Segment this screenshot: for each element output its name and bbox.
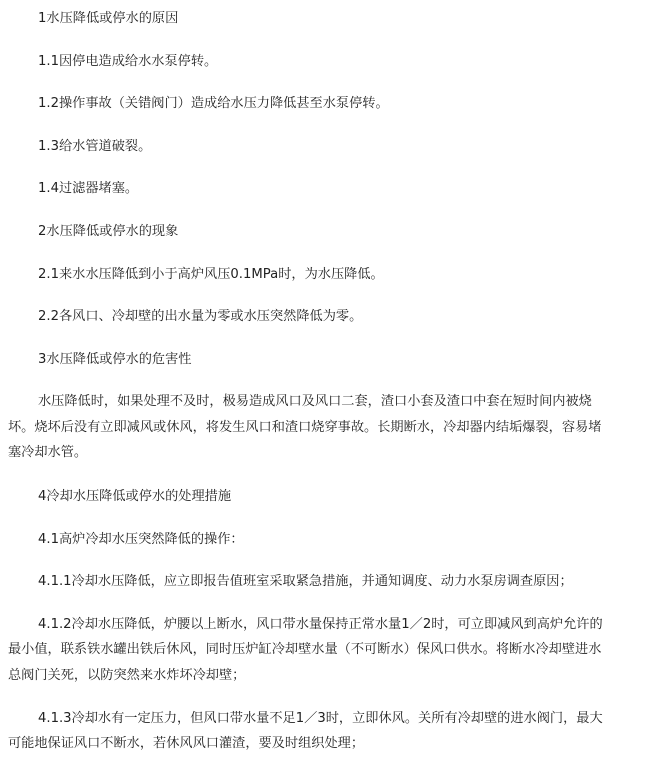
item-4-1-3-line-1: 4.1.3冷却水有一定压力，但风口带水量不足1／3时，立即休风。关所有冷却壁的进水阀门，最大 [38,711,603,726]
item-4-1-1: 4.1.1冷却水压降低，应立即报告值班室采取紧急措施，并通知调度、动力水泵房调查原因； [38,574,573,589]
section-heading-2: 2水压降低或停水的现象 [38,224,179,239]
item-1-1: 1.1因停电造成给水水泵停转。 [38,54,218,69]
item-1-3: 1.3给水管道破裂。 [38,139,152,154]
hazard-paragraph-line-3: 塞冷却水管。 [8,445,88,460]
item-2-2: 2.2各风口、冷却壁的出水量为零或水压突然降低为零。 [38,309,363,324]
item-4-1: 4.1高炉冷却水压突然降低的操作： [38,532,244,547]
item-4-1-2-line-2: 最小值，联系铁水罐出铁后休风，同时压炉缸冷却壁水量（不可断水）保风口供水。将断水冷却壁进水 [8,642,602,657]
item-2-1: 2.1来水水压降低到小于高炉风压0.1MPa时，为水压降低。 [38,267,384,282]
hazard-paragraph-line-2: 坏。烧坏后没有立即减风或休风，将发生风口和渣口烧穿事故。长期断水，冷却器内结垢爆裂，容易堵 [8,420,602,435]
section-heading-1: 1水压降低或停水的原因 [38,11,179,26]
section-heading-3: 3水压降低或停水的危害性 [38,352,192,367]
section-heading-4: 4冷却水压降低或停水的处理措施 [38,489,232,504]
item-4-1-2-line-3: 总阀门关死，以防突然来水炸坏冷却壁； [8,668,246,683]
item-4-1-2-line-1: 4.1.2冷却水压降低，炉腰以上断水，风口带水量保持正常水量1／2时，可立即减风到高炉允许的 [38,617,603,632]
item-1-2: 1.2操作事故（关错阀门）造成给水压力降低甚至水泵停转。 [38,96,389,111]
item-1-4: 1.4过滤器堵塞。 [38,181,139,196]
item-4-1-3-line-2: 可能地保证风口不断水，若休风风口灌渣，要及时组织处理； [8,736,365,751]
hazard-paragraph-line-1: 水压降低时，如果处理不及时，极易造成风口及风口二套，渣口小套及渣口中套在短时间内被烧 [38,394,592,409]
